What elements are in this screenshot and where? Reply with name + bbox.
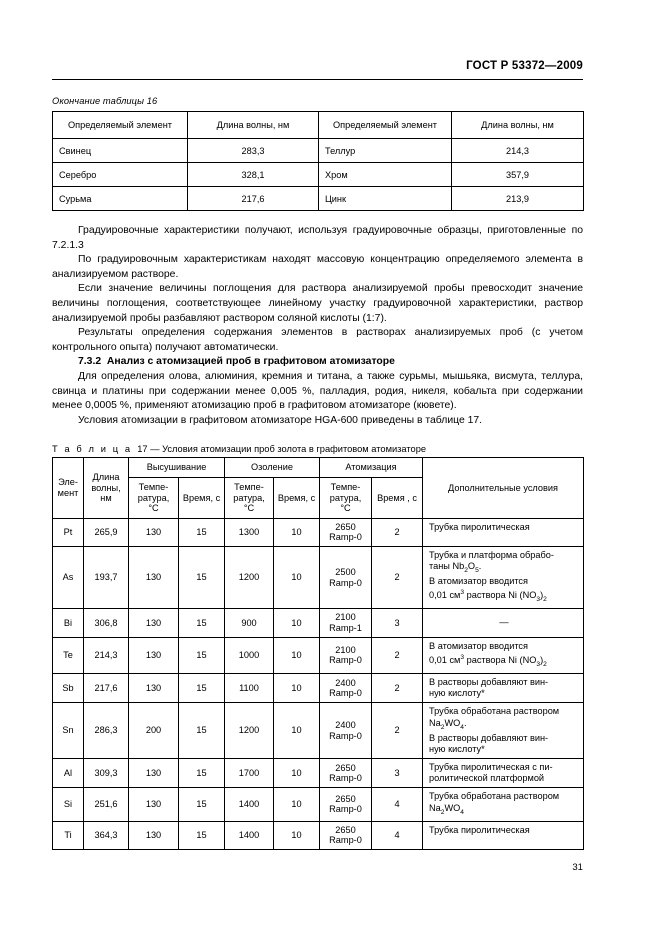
table17-cell-atom-time: 4 [372,788,423,821]
table16 [52,111,584,211]
table-row [53,609,584,637]
table17-header-drying: Высушивание [129,458,225,478]
table17-cell-atom-temp [320,546,372,609]
atom-ramp-value: Ramp-0 [329,655,362,666]
table17-cell-element: As [53,546,84,609]
atom-temp-value: 2650 [335,824,356,835]
table17-cell-atom-time: 2 [372,518,423,546]
table16-header-row [53,112,584,139]
atom-temp-value: 2100 [335,644,356,655]
paragraph: Условия атомизации в графитовом атомизаторе HGA-600 приведены в таблице 17. [78,414,483,426]
table17-cell-dry-time: 15 [179,758,225,787]
table17-subheader-dry-temp [129,477,179,518]
atom-ramp-value: Ramp-0 [329,730,362,741]
table17-cell-atom-temp [320,637,372,673]
header-line: °C [340,503,351,514]
table17-cell-dry-temp: 130 [129,673,179,702]
table17-cell-ash-time: 10 [274,758,320,787]
table17-cell-dry-temp: 130 [129,546,179,609]
table17-cell-ash-temp: 1400 [225,821,274,849]
table17-cell-atom-temp [320,518,372,546]
table17-cell-conditions: В растворы добавляют вин- ную кислоту* [423,673,584,702]
table17-cell-wavelength: 309,3 [84,758,129,787]
table16-col-header: Определяемый элемент [53,112,188,139]
header-line: °C [148,503,159,514]
table17-cell-wavelength: 286,3 [84,703,129,759]
table17-header-ashing: Озоление [225,458,320,478]
table17-subheader-ash-temp [225,477,274,518]
table16-cell: 217,6 [188,187,319,211]
table17-cell-ash-time: 10 [274,609,320,637]
atom-temp-value: 2650 [335,762,356,773]
table17-cell-dry-time: 15 [179,609,225,637]
table17-cell-dry-temp: 130 [129,518,179,546]
table17-header-atomization: Атомизация [320,458,423,478]
header-line: волны, [91,482,121,493]
table17-cell-ash-time: 10 [274,637,320,673]
page-number: 31 [572,862,583,873]
table17-cell-ash-time: 10 [274,821,320,849]
paragraph: По градуировочным характеристикам находят массовую концентрацию определяемого элемента в анализируемом растворе. [52,254,583,280]
table17-cell-element: Pt [53,518,84,546]
table17-subheader-atom-temp [320,477,372,518]
table16-cell: 214,3 [452,139,584,163]
table17-cell-atom-temp [320,609,372,637]
table16-col-header: Определяемый элемент [319,112,452,139]
table17-cell-dry-temp: 130 [129,821,179,849]
table17-cell-atom-temp [320,673,372,702]
table17-cell-atom-temp [320,821,372,849]
table17-cell-atom-time: 2 [372,703,423,759]
section-title: Анализ с атомизацией проб в графитовом атомизаторе [106,356,395,368]
table16-cell: Теллур [319,139,452,163]
atom-temp-value: 2400 [335,677,356,688]
table17-cell-atom-temp [320,788,372,821]
header-line: Темпе- [330,481,361,492]
table17-cell-dry-temp: 130 [129,788,179,821]
table17-cell-dry-time: 15 [179,703,225,759]
table17-cell-wavelength: 306,8 [84,609,129,637]
table17-cell-atom-time: 2 [372,637,423,673]
table17-cell-conditions: Трубка пиролитическая [423,518,584,546]
table17-cell-wavelength: 214,3 [84,637,129,673]
atom-temp-value: 2100 [335,612,356,623]
header-line: ратура, [329,492,362,503]
header-line: Темпе- [234,481,264,492]
atom-temp-value: 2400 [335,720,356,731]
table16-cell: 357,9 [452,163,584,187]
atom-ramp-value: Ramp-1 [329,623,362,633]
table17-cell-conditions: В атомизатор вводится 0,01 $см^3$ раствора Ni $(NO_3)_2$ [423,637,584,673]
table17-cell-wavelength: 217,6 [84,673,129,702]
table16-col-header: Длина волны, нм [188,112,319,139]
table17-cell-element: Al [53,758,84,787]
atom-temp-value: 2650 [335,521,356,532]
table17-cell-conditions: Трубка и платформа обрабо- таны $Nb_2O_5$. В атомизатор вводится 0,01 $см^3$ раствора Ni $(NO_3)_2$ [423,546,584,609]
table17-cell-ash-time: 10 [274,546,320,609]
header-line: °C [243,503,255,514]
paragraph: Если значение величины поглощения для раствора анализируемой пробы превосходит значение величины поглощения, соответствующее линейному участку градуировочной характеристики, раствор анализируемой пробы разбавляют раствором соляной кислоты (1:7). [52,283,583,324]
table17-caption-prefix: Т а б л и ц а [52,444,133,455]
header-rule [52,79,583,80]
table-row [53,139,584,163]
table17-cell-wavelength: 193,7 [84,546,129,609]
table17-cell-atom-time: 3 [372,758,423,787]
table17-caption [52,444,583,454]
table17-cell-atom-temp [320,758,372,787]
table17-cell-ash-temp: 1300 [225,518,274,546]
table17-cell-dry-time: 15 [179,518,225,546]
table16-cell: 213,9 [452,187,584,211]
atom-temp-value: 2500 [335,567,356,578]
table17-cell-conditions: Трубка обработана раствором $Na_2WO_4$. В растворы добавляют вин- ную кислоту* [423,703,584,759]
table17-cell-ash-temp: 900 [225,609,274,637]
section-number: 7.3.2 [78,356,102,368]
table17-cell-conditions: Трубка обработана раствором $Na_2WO_4$ [423,788,584,821]
atom-ramp-value: Ramp-0 [329,804,362,815]
header-line: Эле- [58,477,78,488]
table17-cell-ash-time: 10 [274,788,320,821]
table17-header-row-1 [53,458,584,478]
table-row [53,187,584,211]
table17-cell-ash-temp: 1200 [225,703,274,759]
table17-caption-number: 17 [137,444,148,455]
header-line: мент [57,488,79,498]
atom-ramp-value: Ramp-0 [329,532,362,543]
table17-cell-dry-time: 15 [179,546,225,609]
table17-body [53,518,584,849]
table17-cell-element: Te [53,637,84,673]
table17-subheader-ash-time: Время, с [274,477,320,518]
table17-cell-dry-temp: 130 [129,637,179,673]
table17-cell-atom-time: 2 [372,673,423,702]
table-row [53,546,584,609]
table16-cell: 283,3 [188,139,319,163]
table17-header-extra-conditions: Дополнительные условия [423,458,584,518]
table16-cell: Серебро [53,163,188,187]
table17-cell-atom-time: 3 [372,609,423,637]
header-line: нм [100,493,112,504]
header-line: ратура, [233,492,265,503]
table17-cell-atom-time: 2 [372,546,423,609]
table17-cell-conditions: Трубка пиролитическая [423,821,584,849]
header-line: ратура, [137,492,170,503]
table-row [53,703,584,759]
table-row [53,758,584,787]
table16-cell: Цинк [319,187,452,211]
table17-cell-ash-time: 10 [274,703,320,759]
table17-cell-element: Sn [53,703,84,759]
paragraph-block-1 [52,224,583,428]
table17-cell-ash-time: 10 [274,518,320,546]
table16-cell: Сурьма [53,187,188,211]
atom-ramp-value: Ramp-0 [329,688,362,699]
table17-header-wavelength [84,458,129,518]
table-row [53,518,584,546]
section-heading [52,355,583,370]
table17-cell-dry-time: 15 [179,788,225,821]
table16-cell: Свинец [53,139,188,163]
table16-cell: 328,1 [188,163,319,187]
table17-subheader-dry-time: Время, с [179,477,225,518]
page-content [52,96,583,850]
paragraph: Градуировочные характеристики получают, используя градуировочные образцы, приготовленные по 7.2.1.3 [52,225,583,251]
table17-cell-wavelength: 364,3 [84,821,129,849]
table17-cell-element: Ti [53,821,84,849]
table17-cell-dry-time: 15 [179,673,225,702]
table17-cell-dry-temp: 200 [129,703,179,759]
table17 [52,457,584,849]
table17-header-element [53,458,84,518]
atom-ramp-value: Ramp-0 [329,835,362,846]
table17-cell-conditions: Трубка пиролитическая с пи- ролитической платформой [423,758,584,787]
table-row [53,163,584,187]
header-line: Длина [92,472,120,483]
table-row [53,788,584,821]
table17-cell-dry-temp: 130 [129,758,179,787]
table17-cell-ash-temp: 1700 [225,758,274,787]
table-row [53,821,584,849]
table17-cell-wavelength: 251,6 [84,788,129,821]
table17-cell-atom-temp [320,703,372,759]
table17-cell-element: Sb [53,673,84,702]
table16-caption: Окончание таблицы 16 [52,96,158,106]
table17-cell-conditions: — [423,609,584,637]
atom-ramp-value: Ramp-0 [329,773,362,784]
table17-caption-text: — Условия атомизации проб золота в графитовом атомизаторе [150,444,427,455]
table16-col-header: Длина волны, нм [452,112,584,139]
table-row [53,637,584,673]
table17-cell-dry-temp: 130 [129,609,179,637]
header-line: Темпе- [138,481,169,492]
table17-cell-element: Bi [53,609,84,637]
table16-cell: Хром [319,163,452,187]
table17-cell-dry-time: 15 [179,637,225,673]
paragraph: Результаты определения содержания элементов в растворах анализируемых проб (с учетом контрольного опыта) получают автоматически. [52,327,583,353]
table17-cell-ash-temp: 1200 [225,546,274,609]
paragraph: Для определения олова, алюминия, кремния и титана, а также сурьмы, мышьяка, висмута, теллура, свинца и платины при содержании менее 0,005 %, палладия, родия, никеля, кобальта при содержании менее 0,0005 %, применяют атомизацию проб в графитовом атомизаторе (кювете). [52,370,583,412]
table17-subheader-atom-time: Время , с [372,477,423,518]
atom-temp-value: 2650 [335,793,356,804]
table17-cell-ash-temp: 1100 [225,673,274,702]
table17-cell-element: Si [53,788,84,821]
table17-cell-ash-temp: 1400 [225,788,274,821]
atom-ramp-value: Ramp-0 [329,577,362,588]
table17-cell-ash-time: 10 [274,673,320,702]
table17-cell-dry-time: 15 [179,821,225,849]
table-row [53,673,584,702]
table17-cell-ash-temp: 1000 [225,637,274,673]
table17-cell-atom-time: 4 [372,821,423,849]
running-head-standard: ГОСТ Р 53372—2009 [466,60,583,72]
table17-cell-wavelength: 265,9 [84,518,129,546]
